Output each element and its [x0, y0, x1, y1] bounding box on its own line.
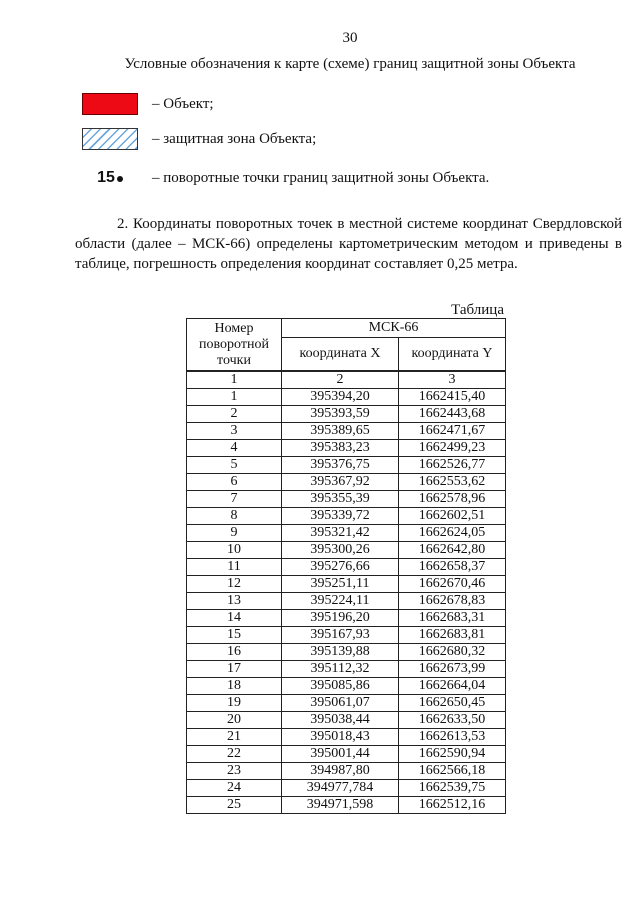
point-symbol-number: 15 [97, 169, 115, 186]
x-coordinate-cell: 395393,59 [282, 406, 399, 423]
point-number-cell: 19 [187, 695, 282, 712]
point-dot-icon [117, 176, 123, 182]
point-number-cell: 7 [187, 491, 282, 508]
table-row [187, 559, 506, 576]
table-row [187, 508, 506, 525]
point-number-cell: 12 [187, 576, 282, 593]
y-coordinate-cell: 1662642,80 [399, 542, 506, 559]
x-coordinate-cell: 395085,86 [282, 678, 399, 695]
x-coordinate-cell: 395112,32 [282, 661, 399, 678]
y-coordinate-cell: 1662512,16 [399, 797, 506, 814]
table-row [187, 712, 506, 729]
y-coordinate-cell: 1662613,53 [399, 729, 506, 746]
y-coordinate-cell: 1662650,45 [399, 695, 506, 712]
point-number-cell: 11 [187, 559, 282, 576]
table-row [187, 661, 506, 678]
legend-label-object: – Объект; [152, 95, 214, 112]
column-number: 1 [187, 371, 282, 389]
table-row [187, 491, 506, 508]
y-coordinate-cell: 1662680,32 [399, 644, 506, 661]
table-row [187, 780, 506, 797]
y-coordinate-cell: 1662526,77 [399, 457, 506, 474]
point-number-cell: 1 [187, 389, 282, 406]
x-coordinate-cell: 395389,65 [282, 423, 399, 440]
header-system: МСК-66 [282, 319, 506, 338]
coordinates-table [186, 318, 506, 814]
x-coordinate-cell: 395251,11 [282, 576, 399, 593]
point-number-cell: 25 [187, 797, 282, 814]
point-number-cell: 13 [187, 593, 282, 610]
point-number-cell: 17 [187, 661, 282, 678]
point-number-cell: 23 [187, 763, 282, 780]
header-y: координата Y [399, 338, 506, 372]
table-row [187, 474, 506, 491]
table-row [187, 695, 506, 712]
y-coordinate-cell: 1662539,75 [399, 780, 506, 797]
header-point-number: Номер поворотной точки [187, 319, 282, 372]
y-coordinate-cell: 1662471,67 [399, 423, 506, 440]
table-row [187, 763, 506, 780]
y-coordinate-cell: 1662678,83 [399, 593, 506, 610]
legend-label-point: – поворотные точки границ защитной зоны Объекта. [152, 169, 490, 186]
legend-item-point [82, 166, 489, 190]
point-number-cell: 21 [187, 729, 282, 746]
point-number-cell: 15 [187, 627, 282, 644]
legend-title: Условные обозначения к карте (схеме) границ защитной зоны Объекта [124, 56, 576, 72]
x-coordinate-cell: 395038,44 [282, 712, 399, 729]
point-number-cell: 4 [187, 440, 282, 457]
x-coordinate-cell: 395394,20 [282, 389, 399, 406]
table-row [187, 627, 506, 644]
x-coordinate-cell: 395196,20 [282, 610, 399, 627]
header-x: координата X [282, 338, 399, 372]
point-number-cell: 24 [187, 780, 282, 797]
x-coordinate-cell: 395167,93 [282, 627, 399, 644]
x-coordinate-cell: 395367,92 [282, 474, 399, 491]
point-symbol [82, 169, 138, 187]
y-coordinate-cell: 1662664,04 [399, 678, 506, 695]
table-row [187, 644, 506, 661]
legend-item-zone [82, 127, 316, 151]
y-coordinate-cell: 1662602,51 [399, 508, 506, 525]
x-coordinate-cell: 395001,44 [282, 746, 399, 763]
x-coordinate-cell: 394987,80 [282, 763, 399, 780]
point-number-cell: 18 [187, 678, 282, 695]
column-numbers-row [187, 371, 506, 389]
point-number-cell: 8 [187, 508, 282, 525]
point-number-cell: 14 [187, 610, 282, 627]
y-coordinate-cell: 1662578,96 [399, 491, 506, 508]
y-coordinate-cell: 1662673,99 [399, 661, 506, 678]
table-row [187, 525, 506, 542]
legend-item-object [82, 92, 214, 116]
object-swatch [82, 93, 138, 115]
x-coordinate-cell: 395224,11 [282, 593, 399, 610]
column-number: 2 [282, 371, 399, 389]
table-row [187, 440, 506, 457]
point-number-cell: 10 [187, 542, 282, 559]
y-coordinate-cell: 1662553,62 [399, 474, 506, 491]
point-number-cell: 9 [187, 525, 282, 542]
point-number-cell: 3 [187, 423, 282, 440]
point-number-cell: 20 [187, 712, 282, 729]
y-coordinate-cell: 1662633,50 [399, 712, 506, 729]
x-coordinate-cell: 395061,07 [282, 695, 399, 712]
x-coordinate-cell: 395339,72 [282, 508, 399, 525]
table-row [187, 576, 506, 593]
y-coordinate-cell: 1662499,23 [399, 440, 506, 457]
table-caption: Таблица [451, 302, 504, 318]
table-row [187, 746, 506, 763]
table-row [187, 729, 506, 746]
x-coordinate-cell: 394977,784 [282, 780, 399, 797]
table-row [187, 678, 506, 695]
x-coordinate-cell: 394971,598 [282, 797, 399, 814]
x-coordinate-cell: 395300,26 [282, 542, 399, 559]
table-row [187, 610, 506, 627]
x-coordinate-cell: 395355,39 [282, 491, 399, 508]
point-number-cell: 5 [187, 457, 282, 474]
zone-hatch-swatch [82, 128, 138, 150]
table-row [187, 542, 506, 559]
table-row [187, 457, 506, 474]
point-number-cell: 6 [187, 474, 282, 491]
x-coordinate-cell: 395139,88 [282, 644, 399, 661]
x-coordinate-cell: 395018,43 [282, 729, 399, 746]
x-coordinate-cell: 395383,23 [282, 440, 399, 457]
legend-label-zone: – защитная зона Объекта; [152, 130, 317, 147]
y-coordinate-cell: 1662683,81 [399, 627, 506, 644]
y-coordinate-cell: 1662590,94 [399, 746, 506, 763]
point-number-cell: 2 [187, 406, 282, 423]
point-number-cell: 16 [187, 644, 282, 661]
y-coordinate-cell: 1662683,31 [399, 610, 506, 627]
coordinates-paragraph: 2. Координаты поворотных точек в местной системе координат Свердловской области (далее – МСК-66) определены картометрическим методом и приведены в таблице, погрешность определения координат составляет 0,25 метра. [75, 216, 622, 272]
y-coordinate-cell: 1662443,68 [399, 406, 506, 423]
table-row [187, 406, 506, 423]
table-row [187, 797, 506, 814]
point-number-cell: 22 [187, 746, 282, 763]
y-coordinate-cell: 1662624,05 [399, 525, 506, 542]
y-coordinate-cell: 1662658,37 [399, 559, 506, 576]
y-coordinate-cell: 1662670,46 [399, 576, 506, 593]
x-coordinate-cell: 395376,75 [282, 457, 399, 474]
x-coordinate-cell: 395276,66 [282, 559, 399, 576]
x-coordinate-cell: 395321,42 [282, 525, 399, 542]
page-number: 30 [342, 30, 358, 46]
table-row [187, 423, 506, 440]
table-row [187, 389, 506, 406]
y-coordinate-cell: 1662415,40 [399, 389, 506, 406]
column-number: 3 [399, 371, 506, 389]
table-row [187, 593, 506, 610]
y-coordinate-cell: 1662566,18 [399, 763, 506, 780]
